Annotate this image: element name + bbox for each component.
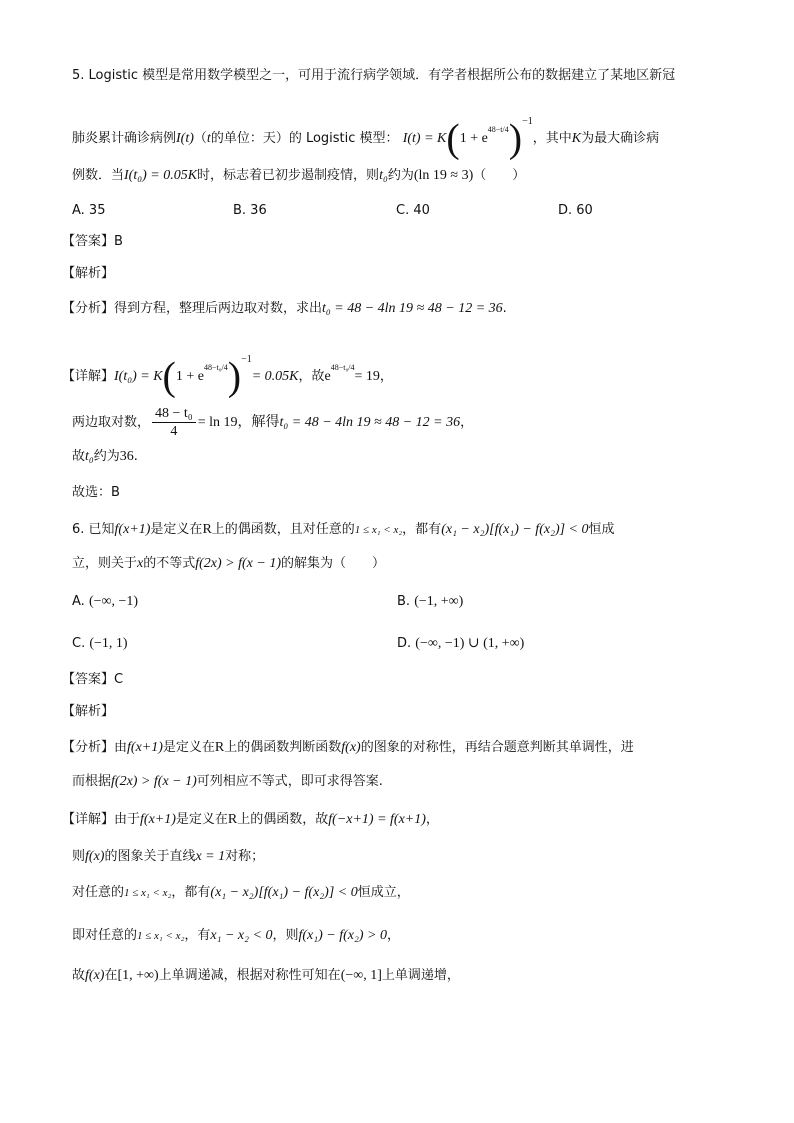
q6-ji xyxy=(72,926,732,946)
text: 6. 已知 xyxy=(72,522,115,537)
option-value: (−1, 1) xyxy=(89,636,128,651)
text: 时，标志着已初步遏制疫情，则 xyxy=(197,168,380,183)
exp-num: 48−t₀ xyxy=(203,363,222,372)
q6-stem-line2 xyxy=(72,554,732,574)
option-value: (−∞, −1) xyxy=(88,594,139,609)
q6-last xyxy=(72,966,732,986)
q6-option-d xyxy=(397,634,524,654)
q6-stem-line1 xyxy=(72,520,732,540)
q5-stem-text: 5. Logistic 模型是常用数学模型之一，可用于流行病学领域．有学者根据所公布的数据建立了某地区新冠 xyxy=(72,68,676,83)
math-interval-left: (−∞, 1] xyxy=(340,968,382,983)
text: 上的偶函数，故 xyxy=(237,812,329,827)
q5-conclude: 故t₀约为36. xyxy=(72,449,138,464)
q5-stem-line3 xyxy=(72,166,732,186)
text: 为最大确诊病 xyxy=(581,131,660,146)
q6-option-b xyxy=(397,592,463,612)
model-formula-exp: 48−t/4 xyxy=(487,125,509,134)
math-fx1: f(x+1) xyxy=(127,740,163,755)
text: 约为 xyxy=(387,168,414,183)
option-label: B. xyxy=(397,594,411,609)
math-result: t₀ = 48 − 4ln 19 ≈ 48 − 12 = 36 xyxy=(322,301,503,316)
q6-xiangjie: 【详解】由于f(x+1)是定义在R上的偶函数，故f(−x+1) = f(x+1)， xyxy=(62,812,439,827)
text: 是定义在 xyxy=(175,812,228,827)
frac-den: 4 xyxy=(170,424,178,439)
model-formula-lhs: I(t) = K xyxy=(402,131,447,146)
q5-stem-line1 xyxy=(72,66,732,86)
exp-num: 48−t xyxy=(487,125,503,134)
option-value: (−1, +∞) xyxy=(414,594,464,609)
text: 【详解】由于 xyxy=(62,812,141,827)
text: 的解集为（ ） xyxy=(281,556,386,571)
math-K: K xyxy=(571,131,582,146)
section-title: 【解析】 xyxy=(62,266,115,281)
text: 恒成 xyxy=(588,522,615,537)
text: 对任意的 xyxy=(72,885,125,900)
math-It: I(t) xyxy=(176,131,194,146)
q5-option-c xyxy=(396,201,430,221)
choose-text: 故选：B xyxy=(72,485,120,500)
model-formula-base: 1 + e xyxy=(459,131,488,146)
math-ln19: (ln 19 ≈ 3) xyxy=(413,168,474,183)
option-label: C. 40 xyxy=(396,203,430,218)
q5-xiangjie: 【详解】$I(t_0) = K(1 + e^{48-t_0/4})^{-1}= 0.05K$，故$e^{48-t_0/4}= 19$， xyxy=(62,353,393,399)
answer-text: 【答案】C xyxy=(62,672,124,687)
math-base: 1 + e xyxy=(175,369,204,384)
text: 故 xyxy=(72,449,86,464)
text: = ln 19，解得 xyxy=(197,415,280,430)
q5-analysis-title xyxy=(62,264,722,284)
tag: 【详解】 xyxy=(62,369,115,384)
math-R: R xyxy=(227,812,238,827)
math-rhs: = 0.05K xyxy=(251,369,299,384)
option-label: D. xyxy=(397,636,412,651)
math-x-eq-1: x = 1 xyxy=(195,849,226,864)
text: 即对任意的 xyxy=(72,928,138,943)
exponent-minus-one: −1 xyxy=(522,116,533,127)
math-fx: f(x) xyxy=(85,849,105,864)
math-fx: f(x) xyxy=(85,968,105,983)
exp-den: 4 xyxy=(223,363,228,372)
math-ineq: (x₁ − x₂)[f(x₁) − f(x₂)] < 0 xyxy=(210,885,358,900)
math-exp: 48−t₀/4 xyxy=(203,363,228,372)
math-exp: 48−t₀/4 xyxy=(330,363,355,372)
text: 上单调递增， xyxy=(381,968,460,983)
text: ，其中 xyxy=(532,131,572,146)
text: （ xyxy=(193,131,207,146)
math-x1x2: 1 ≤ x₁ < x₂ xyxy=(124,887,172,899)
math-e: e xyxy=(324,369,331,384)
math-result: t₀ = 48 − 4ln 19 ≈ 48 − 12 = 36 xyxy=(279,415,461,430)
math-lhs: I(t₀) = K xyxy=(114,369,163,384)
option-label: A. xyxy=(72,594,85,609)
text: 【分析】得到方程，整理后两边取对数，求出 xyxy=(62,301,323,316)
option-label: D. 60 xyxy=(558,203,593,218)
text: 的单位：天）的 Logistic 模型： xyxy=(210,131,399,146)
option-value: (−∞, −1) ∪ (1, +∞) xyxy=(415,636,525,651)
math-t0: t₀ xyxy=(379,168,388,183)
text: ， xyxy=(386,928,400,943)
q6-any xyxy=(72,883,732,903)
q5-option-b xyxy=(233,201,267,221)
math-eq: = 19 xyxy=(354,369,380,384)
text: 是定义在 xyxy=(150,522,203,537)
text: ，故 xyxy=(298,369,325,384)
option-label: A. 35 xyxy=(72,203,106,218)
text: ，则 xyxy=(272,928,299,943)
text: 上的偶函数，且对任意的 xyxy=(211,522,355,537)
math-f2x: f(2x) > f(x − 1) xyxy=(111,774,197,789)
math-f2x: f(2x) > f(x − 1) xyxy=(195,556,281,571)
text: 则 xyxy=(72,849,86,864)
text: 【分析】由 xyxy=(62,740,128,755)
text: 而根据 xyxy=(72,774,112,789)
q5-stem-line2 xyxy=(72,112,732,159)
math-f-pos: f(x₁) − f(x₂) > 0 xyxy=(298,928,387,943)
math-R: R xyxy=(202,522,212,537)
math-diff-neg: x₁ − x₂ < 0 xyxy=(210,928,273,943)
text: 故 xyxy=(72,968,86,983)
text: 可列相应不等式，即可求得答案. xyxy=(196,774,383,789)
text: ，有 xyxy=(184,928,211,943)
answer-text: 【答案】B xyxy=(62,234,123,249)
math-R: R xyxy=(214,740,225,755)
math-value: 36 xyxy=(119,449,134,464)
text: 上单调递减，根据对称性可知在 xyxy=(158,968,341,983)
text: 在 xyxy=(104,968,118,983)
q6-symmetry xyxy=(72,847,732,867)
q5-choose xyxy=(72,483,732,503)
exp-den: 4 xyxy=(504,125,509,134)
q6-answer xyxy=(62,670,722,690)
math-t0: t₀ xyxy=(85,449,94,464)
q5-option-d xyxy=(558,201,593,221)
text: 肺炎累计确诊病例 xyxy=(72,131,177,146)
q5-answer xyxy=(62,232,722,252)
text: （ ） xyxy=(473,168,526,183)
option-label: C. xyxy=(72,636,86,651)
text: 恒成立， xyxy=(357,885,410,900)
q5-fenxi: 【分析】得到方程，整理后两边取对数，求出t₀ = 48 − 4ln 19 ≈ 48 − 12 = 36. xyxy=(62,301,507,316)
q6-option-c xyxy=(72,634,128,654)
frac-num: 48 − t₀ xyxy=(152,405,196,423)
option-label: B. 36 xyxy=(233,203,267,218)
exp-den: 4 xyxy=(350,363,355,372)
text: 的图象的对称性，再结合题意判断其单调性，进 xyxy=(360,740,634,755)
paren-left: ( xyxy=(162,353,176,399)
math-x1x2: 1 ≤ x₁ < x₂ xyxy=(137,930,185,942)
math-interval-right: [1, +∞) xyxy=(117,968,159,983)
fraction xyxy=(152,405,196,440)
math-fx: f(x) xyxy=(341,740,361,755)
q6-analysis-title xyxy=(62,702,722,722)
paren-left: ( xyxy=(446,115,460,161)
math-t: t xyxy=(206,131,211,146)
math-ineq: (x₁ − x₂)[f(x₁) − f(x₂)] < 0 xyxy=(441,522,589,537)
math-fx1: f(x+1) xyxy=(140,812,176,827)
text: 约为 xyxy=(93,449,120,464)
math-fx1: f(x+1) xyxy=(114,522,151,537)
exponent: −1 xyxy=(241,354,252,365)
q6-fenxi-line1 xyxy=(62,738,722,758)
text: 的图象关于直线 xyxy=(104,849,196,864)
q6-fenxi-line2 xyxy=(72,772,732,792)
text: 的不等式 xyxy=(143,556,196,571)
math-x: x xyxy=(137,556,144,571)
math-x1x2: 1 ≤ x₁ < x₂ xyxy=(354,524,403,536)
text: 立，则关于 xyxy=(72,556,138,571)
text: ，都有 xyxy=(171,885,211,900)
math-even-eq: f(−x+1) = f(x+1) xyxy=(328,812,426,827)
q6-option-a xyxy=(72,592,138,612)
text: ，都有 xyxy=(402,522,442,537)
math-It0: I(t₀) = 0.05K xyxy=(124,168,198,183)
text: 例数．当 xyxy=(72,168,125,183)
text: 两边取对数， xyxy=(72,415,151,430)
exp-num: 48−t₀ xyxy=(330,363,349,372)
text: 上的偶函数判断函数 xyxy=(224,740,342,755)
text: 对称； xyxy=(225,849,265,864)
text: 是定义在 xyxy=(162,740,215,755)
q5-option-a xyxy=(72,201,105,221)
q5-log-step: 两边取对数， $\frac{\text{48 − t₀}}{4}$ = ln 19，解得t₀ = 48 − 4ln 19 ≈ 48 − 12 = 36， xyxy=(72,406,474,439)
paren-right: ) xyxy=(508,115,523,161)
paren-right: ) xyxy=(227,353,242,399)
section-title: 【解析】 xyxy=(62,704,115,719)
